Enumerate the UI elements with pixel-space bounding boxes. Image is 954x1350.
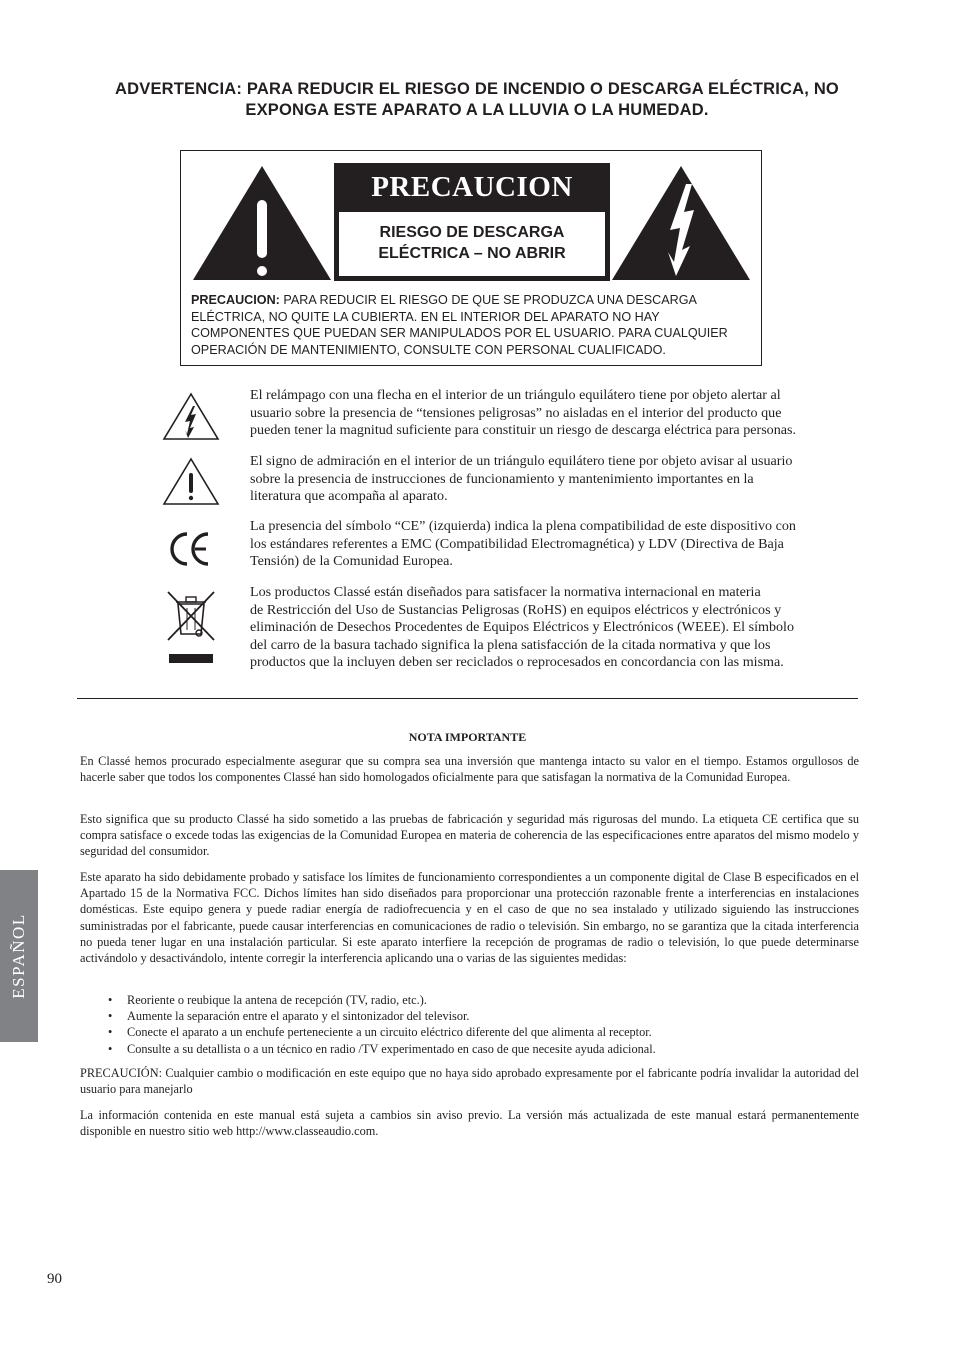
caution-text-line-2: ELÉCTRICA, NO QUITE LA CUBIERTA. EN EL INTERIOR DEL APARATO NO HAY: [191, 309, 660, 324]
list-item-text: Consulte a su detallista o a un técnico en radio /TV experimentado en caso de que necesite ayuda adicional.: [127, 1041, 656, 1056]
bullet-marker: •: [108, 1041, 113, 1056]
exclamation-triangle-icon: [160, 456, 222, 508]
symbol-text-line: Los productos Classé están diseñados para satisfacer la normativa internacional en materia: [250, 584, 761, 600]
warning-heading: [60, 79, 894, 121]
bullet-marker: •: [108, 993, 113, 1007]
crossed-bin-icon: [160, 588, 222, 668]
symbol-text-line: los estándares referentes a EMC (Compatibilidad Electromagnética) y LDV (Directiva de Baja: [250, 535, 784, 552]
list-item-text: Reoriente o reubique la antena de recepción (TV, radio, etc.).: [127, 993, 427, 1007]
nota-paragraph-2: Esto significa que su producto Classé ha sido sometido a las pruebas de fabricación y seguridad más rigurosas del mundo. La etiqueta CE certifica que su compra satisface o excede todas las exigencias de la Comunidad Europea en materia de coherencia de las especificaciones entre aparatos del mismo modelo y seguridad del consumidor.: [80, 812, 859, 859]
caution-text-line-3: COMPONENTES QUE PUEDAN SER MANIPULADOS POR EL USUARIO. PARA CUALQUIER: [191, 326, 728, 340]
warning-line-2: EXPONGA ESTE APARATO A LA LLUVIA O LA HUMEDAD.: [245, 101, 709, 119]
symbol-text-line: usuario sobre la presencia de “tensiones peligrosas” no aisladas en el interior del producto que: [250, 404, 782, 421]
symbol-text-line: literatura que acompaña al aparato.: [250, 488, 448, 505]
symbol-text-line: El relámpago con una flecha en el interior de un triángulo equilátero tiene por objeto alertar al: [250, 387, 781, 403]
caution-instructions: [191, 292, 757, 358]
shock-risk-line-2: ELÉCTRICA – NO ABRIR: [378, 245, 566, 262]
symbol-text-line: productos que la incluyen deben ser reciclados o reprocesados en concordancia con las misma.: [250, 654, 784, 671]
symbol-text-line: pueden tener la magnitud suficiente para constituir un riesgo de descarga eléctrica para personas.: [250, 422, 797, 439]
caution-label-box: [180, 150, 762, 366]
nota-heading: NOTA IMPORTANTE: [408, 730, 527, 744]
ce-mark-icon: [160, 524, 222, 574]
symbol-text-line: La presencia del símbolo “CE” (izquierda) indica la plena compatibilidad de este dispositivo con: [250, 518, 796, 534]
nota-paragraph-4: PRECAUCIÓN: Cualquier cambio o modificación en este equipo que no haya sido aprobado expresamente por el fabricante podría invalidar la autoridad del usuario para manejarlo: [80, 1066, 859, 1097]
symbol-text-line: eliminación de Desechos Procedentes de Equipos Eléctricos y Electrónicos (WEEE). El símbolo: [250, 619, 795, 636]
symbol-text-exclamation: [250, 453, 856, 506]
nota-paragraph-3: Este aparato ha sido debidamente probado y satisface los límites de funcionamiento correspondientes a un componente digital de Clase B especificados en el Apartado 15 de la Normativa FCC. Dichos límites han sido diseñados para proporcionar una protección razonable frente a interferencias en instalaciones domésticas. Este equipo genera y puede radiar energía de radiofrecuencia y en el caso de que no sea instalado y utilizado siguiendo las instrucciones suministradas por el fabricante, puede causar interferencias en comunicaciones de radio o televisión. Sin embargo, no se garantiza que la citada interferencia no pueda tener lugar en una instalación particular. Si este aparato interfiere la recepción de programas de radio o televisión, lo que puede determinarse activándolo y desactivándolo, intente corregir la interferencia aplicando una o varias de las siguientes medidas:: [80, 870, 859, 966]
page-number: 90: [47, 1271, 62, 1287]
language-side-tab: [0, 870, 38, 1042]
symbol-text-lightning: [250, 387, 856, 440]
symbol-text-line: del carro de la basura tachado significa la plena satisfacción de la citada normativa y que los: [250, 636, 771, 653]
bullet-marker: •: [108, 1009, 113, 1024]
bullet-marker: •: [108, 1025, 113, 1040]
symbol-text-line: El signo de admiración en el interior de un triángulo equilátero tiene por objeto avisar al usuario: [250, 453, 793, 469]
list-item: [80, 1041, 859, 1057]
section-divider: [77, 698, 858, 699]
list-item: [80, 992, 859, 1008]
list-item-text: Aumente la separación entre el aparato y el sintonizador del televisor.: [127, 1009, 470, 1024]
caution-heading: PRECAUCION: [371, 171, 573, 203]
list-item-text: Conecte el aparato a un enchufe perteneciente a un circuito eléctrico diferente del que alimenta al receptor.: [127, 1025, 652, 1040]
list-item: [80, 1024, 859, 1040]
caution-label-panel: [334, 163, 610, 281]
symbol-text-line: de Restricción del Uso de Sustancias Peligrosas (RoHS) en equipos eléctricos y electrónicos y: [250, 601, 782, 618]
interference-measures-list: [80, 992, 859, 1057]
caution-text-line-4: OPERACIÓN DE MANTENIMIENTO, CONSULTE CON PERSONAL CUALIFICADO.: [191, 342, 666, 357]
lightning-triangle-icon: [160, 391, 222, 443]
caution-text-line-1: [191, 292, 757, 309]
large-lightning-triangle-icon: [610, 164, 752, 282]
symbol-text-weee: [250, 584, 856, 672]
nota-paragraph-5: La información contenida en este manual está sujeta a cambios sin aviso previo. La versión más actualizada de este manual estará permanentemente disponible en nuestro sitio web http://www.classeaudio.com.: [80, 1108, 859, 1139]
shock-risk-panel: [339, 212, 605, 276]
symbol-text-line: Tensión) de la Comunidad Europea.: [250, 553, 453, 570]
symbol-text-line: sobre la presencia de instrucciones de funcionamiento y mantenimiento importantes en la: [250, 470, 754, 487]
caution-text-label: PRECAUCION:: [191, 293, 280, 307]
nota-paragraph-1: En Classé hemos procurado especialmente asegurar que su compra sea una inversión que mantenga intacto su valor en el tiempo. Estamos orgullosos de hacerle saber que todos los componentes Classé han sido homologados oficialmente para que satisfagan la normativa de la Comunidad Europea.: [80, 754, 859, 785]
shock-risk-line-1: RIESGO DE DESCARGA: [379, 224, 565, 241]
warning-line-1: ADVERTENCIA: PARA REDUCIR EL RIESGO DE INCENDIO O DESCARGA ELÉCTRICA, NO: [115, 80, 839, 98]
symbol-text-ce: [250, 518, 856, 571]
large-exclamation-triangle-icon: [191, 164, 333, 282]
list-item: [80, 1008, 859, 1024]
caution-text-line-1-body: PARA REDUCIR EL RIESGO DE QUE SE PRODUZCA UNA DESCARGA: [279, 293, 697, 307]
language-tab-label: ESPAÑOL: [9, 913, 28, 999]
